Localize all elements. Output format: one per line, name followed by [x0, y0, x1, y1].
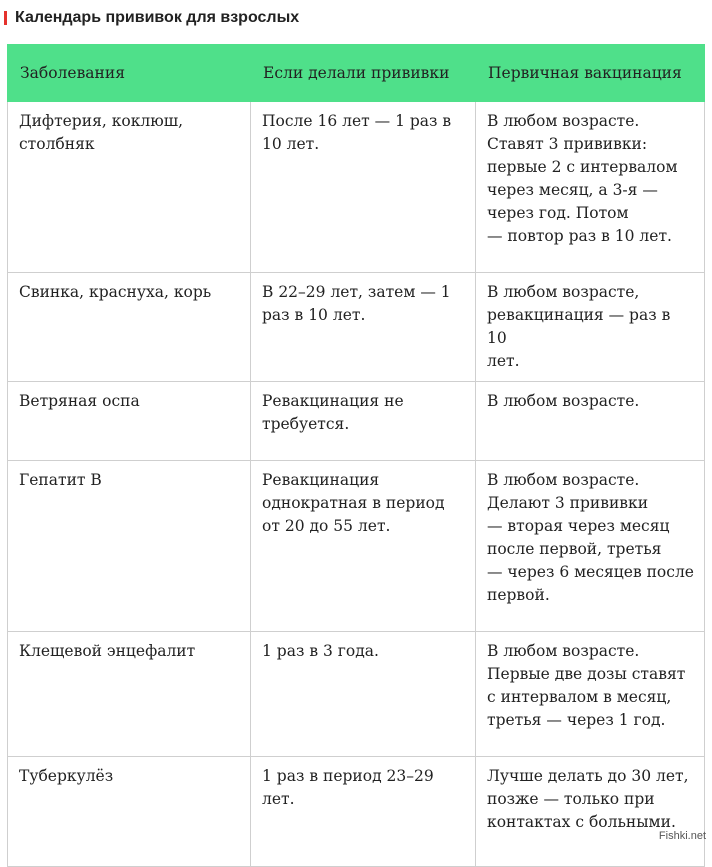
header-diseases: Заболевания [8, 45, 251, 102]
title-marker [4, 11, 7, 25]
page-title: Календарь прививок для взрослых [15, 9, 300, 26]
table-row [8, 382, 705, 461]
cell-disease: Дифтерия, коклюш, столбняк [8, 102, 251, 273]
vaccination-table [7, 44, 705, 867]
cell-if-vaccinated: Ревакцинация однократная в период от 20 до 55 лет. [251, 461, 476, 632]
cell-disease: Гепатит В [8, 461, 251, 632]
cell-if-vaccinated: 1 раз в 3 года. [251, 632, 476, 757]
cell-primary: В любом возрасте. Первые две дозы ставят с интервалом в месяц, третья — через 1 год. [476, 632, 705, 757]
header-if-vaccinated: Если делали прививки [251, 45, 476, 102]
cell-primary: В любом возрасте. Делают 3 прививки — вторая через месяц после первой, третья — через 6 месяцев после первой. [476, 461, 705, 632]
header-primary-vaccination: Первичная вакцинация [476, 45, 705, 102]
cell-disease: Свинка, краснуха, корь [8, 273, 251, 382]
cell-if-vaccinated: После 16 лет — 1 раз в 10 лет. [251, 102, 476, 273]
watermark: Fishki.net [658, 830, 706, 842]
cell-disease: Туберкулёз [8, 757, 251, 867]
table-row [8, 757, 705, 867]
table-header-row [8, 45, 705, 102]
cell-primary: Лучше делать до 30 лет, позже — только при контактах с больными. [476, 757, 705, 867]
table-row [8, 273, 705, 382]
cell-if-vaccinated: В 22–29 лет, затем — 1 раз в 10 лет. [251, 273, 476, 382]
table-row [8, 632, 705, 757]
cell-primary: В любом возрасте. [476, 382, 705, 461]
cell-disease: Клещевой энцефалит [8, 632, 251, 757]
table-row [8, 461, 705, 632]
table-row [8, 102, 705, 273]
cell-disease: Ветряная оспа [8, 382, 251, 461]
cell-primary: В любом возрасте. Ставят 3 прививки: первые 2 с интервалом через месяц, а 3-я — через год. Потом — повтор раз в 10 лет. [476, 102, 705, 273]
cell-primary: В любом возрасте, ревакцинация — раз в 10 лет. [476, 273, 705, 382]
page-title-bar [4, 6, 299, 30]
cell-if-vaccinated: 1 раз в период 23–29 лет. [251, 757, 476, 867]
cell-if-vaccinated: Ревакцинация не требуется. [251, 382, 476, 461]
